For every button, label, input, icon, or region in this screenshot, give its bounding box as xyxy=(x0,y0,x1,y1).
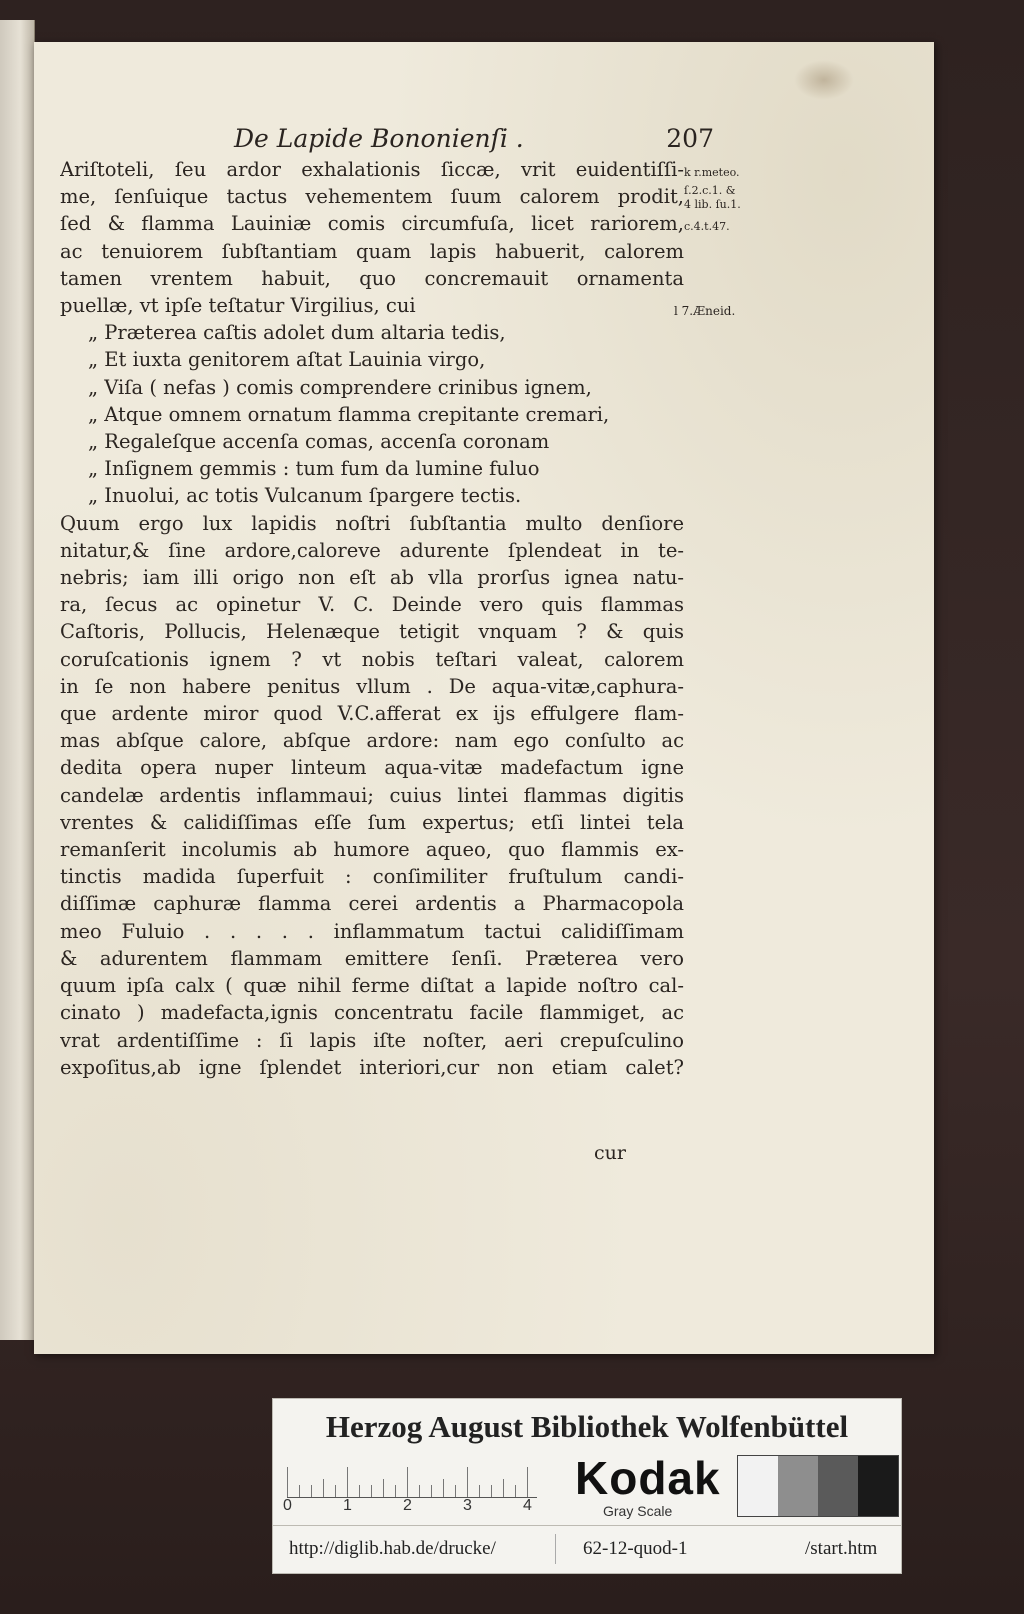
text-line: Caſtoris, Pollucis, Helenæque tetigit vnquam ? & quis xyxy=(60,620,684,644)
scale-ruler xyxy=(287,1457,537,1498)
text-line: quum ipſa calx ( quæ nihil ferme diſtat a lapide noſtro cal- xyxy=(60,974,684,998)
paper-stain xyxy=(794,60,854,100)
ruler-number: 1 xyxy=(343,1497,352,1514)
verse-line: „ Inuolui, ac totis Vulcanum ſpargere tectis. xyxy=(88,484,522,508)
text-line: ſed & flamma Lauiniæ comis circumfuſa, licet rariorem, xyxy=(60,212,684,236)
text-line: puellæ, vt ipſe teſtatur Virgilius, cui xyxy=(60,294,416,318)
text-line: coruſcationis ignem ? vt nobis teſtari valeat, calorem xyxy=(60,647,684,671)
page-number: 207 xyxy=(666,124,714,153)
url-suffix: /start.htm xyxy=(805,1538,878,1559)
marginal-note: l 7.Æneid. xyxy=(674,304,736,318)
gray-swatch xyxy=(738,1456,778,1516)
book-page xyxy=(34,42,934,1354)
verse-line: „ Regaleſque accenſa comas, accenſa coronam xyxy=(88,430,550,454)
footer-divider xyxy=(555,1534,556,1564)
previous-page-edge xyxy=(0,20,35,1340)
text-line: ra, ſecus ac opinetur V. C. Deinde vero quis flammas xyxy=(60,593,684,617)
text-line: Ariſtoteli, ſeu ardor exhalationis ſiccæ, vrit euidentiſſi- xyxy=(60,158,684,181)
ruler-number: 3 xyxy=(463,1497,472,1514)
text-line: vrentes & calidiſſimas eſſe ſum expertus; etſi lintei tela xyxy=(60,810,684,834)
text-line: tinctis madida ſuperfuit : conſimiliter fruſtulum candi- xyxy=(60,865,684,889)
text-line: nebris; iam illi origo non eſt ab vlla prorſus ignea natu- xyxy=(60,566,684,590)
text-line: expoſitus,ab igne ſplendet interiori,cur non etiam calet? xyxy=(60,1055,684,1079)
text-line: me, ſenſuique tactus vehementem ſuum calorem prodit, xyxy=(60,185,684,209)
text-line: diſſimæ caphuræ flamma cerei ardentis a Pharmacopola xyxy=(60,892,684,916)
marginal-note: c.4.t.47. xyxy=(684,220,730,233)
running-head xyxy=(234,124,714,153)
verse-line: „ Atque omnem ornatum flamma crepitante cremari, xyxy=(88,402,610,426)
ruler-number: 4 xyxy=(523,1497,532,1514)
text-line: nitatur,& ſine ardore,caloreve adurente ſplendeat in te- xyxy=(60,538,684,562)
verse-line: „ Inſignem gemmis : tum fum da lumine fuluo xyxy=(88,457,540,481)
ruler-number: 0 xyxy=(283,1497,292,1514)
text-line: dedita opera nuper linteum aqua-vitæ madefactum igne xyxy=(60,756,684,780)
text-line: que ardente miror quod V.C.afferat ex ijs effulgere flam- xyxy=(60,702,684,726)
text-line: ac tenuiorem ſubſtantiam quam lapis habuerit, calorem xyxy=(60,239,684,263)
running-head-title: De Lapide Bononienſi . xyxy=(234,124,524,153)
verse-line: „ Et iuxta genitorem aſtat Lauinia virgo, xyxy=(88,348,486,372)
text-line: remanſerit incolumis ab humore aqueo, quo flammis ex- xyxy=(60,838,684,862)
verse-line: „ Præterea caſtis adolet dum altaria tedis, xyxy=(88,321,506,345)
body-text xyxy=(60,156,684,1081)
marginal-note: k r.meteo. xyxy=(684,166,740,179)
gray-swatches xyxy=(737,1455,899,1517)
text-line: in ſe non habere penitus vllum . De aqua-vitæ,caphura- xyxy=(60,674,684,698)
gray-swatch xyxy=(858,1456,898,1516)
target-footer xyxy=(273,1525,901,1572)
color-target-card xyxy=(272,1398,902,1574)
text-line: tamen vrentem habuit, quo concremauit ornamenta xyxy=(60,266,684,290)
verse-line: „ Viſa ( nefas ) comis comprendere crinibus ignem, xyxy=(88,375,592,399)
text-line: cinato ) madefacta,ignis concentratu facile flammiget, ac xyxy=(60,1001,684,1025)
ruler-numbers xyxy=(283,1497,547,1517)
gray-swatch xyxy=(818,1456,858,1516)
text-line: vrat ardentiſſime : ſi lapis iſte noſter, aeri crepuſculino xyxy=(60,1028,684,1052)
text-line: meo Fuluio . . . . . inflammatum tactui calidiſſimam xyxy=(60,919,684,943)
library-title: Herzog August Bibliothek Wolfenbüttel xyxy=(325,1409,849,1444)
text-line: & adurentem flammam emittere ſenſi. Præterea vero xyxy=(60,946,684,970)
text-line: candelæ ardentis inflammaui; cuius lintei flammas digitis xyxy=(60,783,684,807)
gray-swatch xyxy=(778,1456,818,1516)
text-line: mas abſque calore, abſque ardore: nam ego conſulto ac xyxy=(60,729,684,753)
source-url: http://diglib.hab.de/drucke/ xyxy=(289,1538,496,1559)
catchword: cur xyxy=(594,1142,626,1164)
ruler-number: 2 xyxy=(403,1497,412,1514)
marginal-note: ſ.2.c.1. & xyxy=(684,184,736,197)
marginal-note: 4 lib. ſu.1. xyxy=(684,198,741,211)
text-line: Quum ergo lux lapidis noſtri ſubſtantia multo denſiore xyxy=(60,511,684,535)
shelfmark: 62-12-quod-1 xyxy=(583,1538,688,1559)
kodak-logo: Kodak xyxy=(575,1452,721,1504)
gray-scale-label: Gray Scale xyxy=(603,1503,673,1519)
